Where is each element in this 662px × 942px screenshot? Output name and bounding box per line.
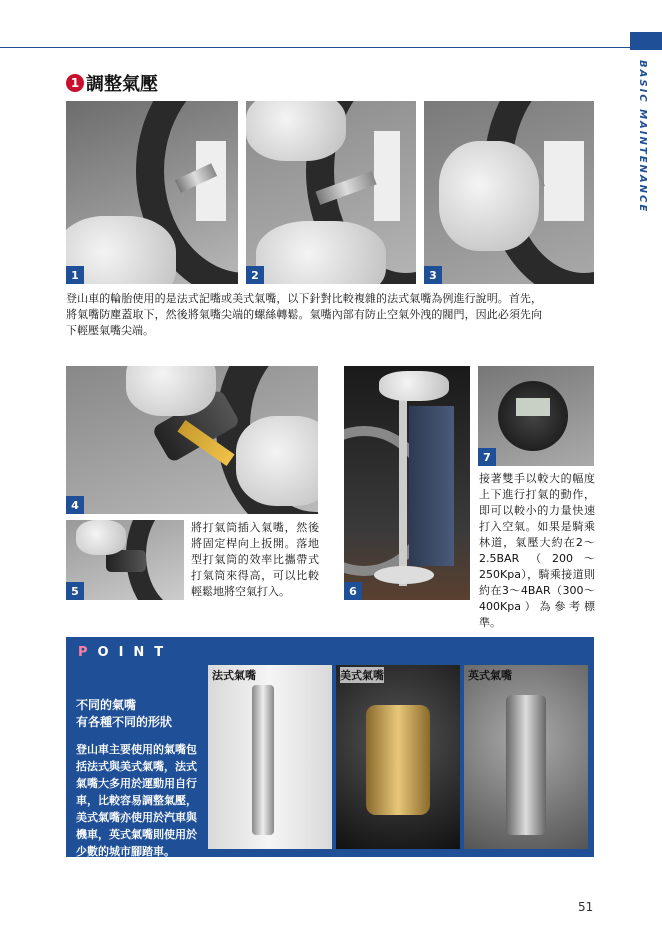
dunlop-valve-shape	[506, 695, 546, 835]
step-badge: 3	[424, 266, 442, 284]
step-badge: 5	[66, 582, 84, 600]
pressure-gauge	[498, 381, 568, 451]
glove-shape	[439, 141, 539, 251]
valve-panel-dunlop	[464, 665, 588, 849]
point-heading	[76, 697, 172, 731]
rim-sticker	[374, 131, 400, 221]
step-badge: 2	[246, 266, 264, 284]
pump-base	[374, 566, 434, 584]
section-heading	[66, 70, 158, 96]
valve-label: 英式氣嘴	[468, 669, 512, 682]
pump-paragraph: 將打氣筒插入氣嘴，然後將固定桿向上扳開。落地型打氣筒的效率比攜帶式打氣筒來得高，可以比較輕鬆地將空氣打入。	[191, 521, 319, 598]
glove-shape	[246, 101, 346, 161]
page-number: 51	[578, 900, 594, 914]
point-body: 登山車主要使用的氣嘴包括法式與美式氣嘴，法式氣嘴大多用於運動用自行車，比較容易調整氣壓，美式氣嘴亦使用於汽車與機車，英式氣嘴則使用於少數的城市腳踏車。	[76, 743, 197, 858]
intro-paragraph: 登山車的輪胎使用的是法式記嘴或美式氣嘴，以下針對比較複雜的法式氣嘴為例進行說明。首先，將氣嘴防塵蓋取下，然後將氣嘴尖端的螺絲轉鬆。氣嘴內部有防止空氣外洩的閥門，因此必須先向下輕壓氣嘴尖端。	[66, 292, 542, 337]
photo-step-6	[344, 366, 470, 600]
glove-shape	[76, 520, 126, 555]
photo-step-3	[424, 101, 594, 284]
point-box	[66, 637, 594, 857]
photo-step-4	[66, 366, 318, 514]
photo-step-1	[66, 101, 238, 284]
pump-body	[399, 386, 407, 586]
step-badge: 7	[478, 448, 496, 466]
photo-step-7	[478, 366, 594, 466]
point-title-rest: OINT	[97, 645, 174, 660]
section-title: 調整氣壓	[86, 74, 158, 95]
step-badge: 6	[344, 582, 362, 600]
glove-shape	[256, 221, 386, 284]
glove-shape	[236, 416, 318, 506]
valve-panel-presta	[208, 665, 332, 849]
rim-sticker	[544, 141, 584, 221]
valve-label: 美式氣嘴	[340, 669, 384, 682]
glove-shape	[126, 366, 216, 416]
header-rule	[0, 47, 630, 48]
side-label: BASIC MAINTENANCE	[637, 60, 648, 214]
valve-panel-schrader	[336, 665, 460, 849]
point-title: POINT	[78, 645, 174, 660]
gauge-display	[516, 398, 550, 416]
point-heading-line: 有各種不同的形狀	[76, 715, 173, 729]
step-badge: 1	[66, 266, 84, 284]
presta-valve-shape	[252, 685, 274, 835]
schrader-valve-shape	[366, 705, 430, 815]
side-tab	[630, 32, 662, 50]
rider-legs	[409, 406, 454, 566]
photo-step-2	[246, 101, 416, 284]
section-number: 1	[66, 74, 84, 92]
valve-label: 法式氣嘴	[212, 669, 256, 682]
point-heading-line: 不同的氣嘴	[76, 698, 137, 712]
pressure-paragraph: 接著雙手以較大的幅度上下進行打氣的動作，即可以較小的力量快速打入空氣。如果是騎乘林道，氣壓大約在2～2.5BAR（200～250Kpa），騎乘接道則約在3～4BAR（300～400Kpa）為參考標準。	[479, 472, 595, 629]
step-badge: 4	[66, 496, 84, 514]
glove-shape	[379, 371, 449, 401]
photo-step-5	[66, 520, 184, 600]
